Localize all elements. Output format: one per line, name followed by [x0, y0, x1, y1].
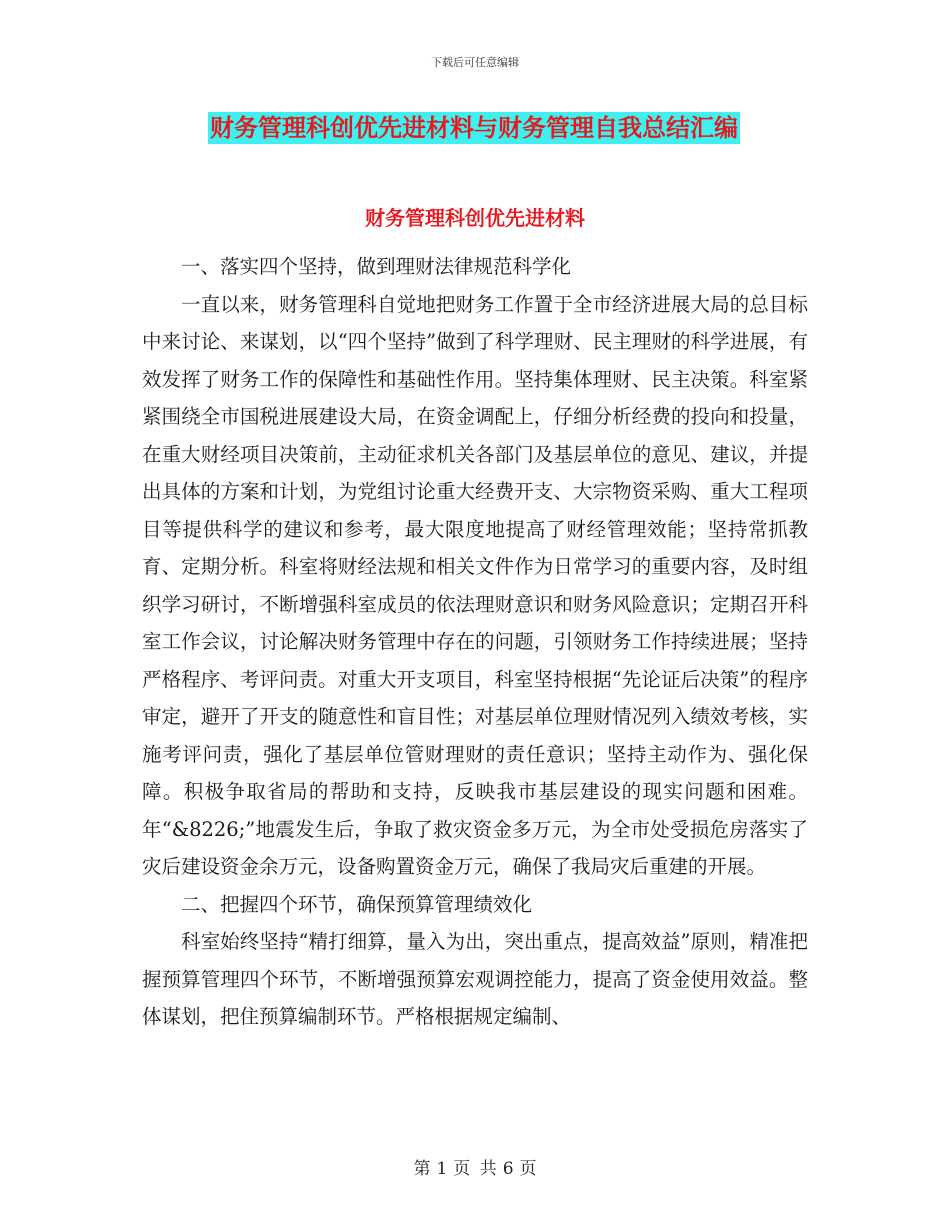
footer-prefix: 第	[413, 1159, 431, 1179]
footer-current-page: 1	[436, 1159, 448, 1179]
section-heading-2: 二、把握四个环节，确保预算管理绩效化	[181, 892, 533, 916]
section-paragraph-1: 一直以来，财务管理科自觉地把财务工作置于全市经济进展大局的总目标中来讨论、来谋划，以“四个坚持”做到了科学理财、民主理财的科学进展，有效发挥了财务工作的保障性和基础性作用。坚持集体理财、民主决策。科室紧紧围绕全市国税进展建设大局，在资金调配上，仔细分析经费的投向和投量，在重大财经项目决策前，主动征求机关各部门及基层单位的意见、建议，并提出具体的方案和计划，为党组讨论重大经费开支、大宗物资采购、重大工程项目等提供科学的建议和参考，最大限度地提高了财经管理效能；坚持常抓教育、定期分析。科室将财经法规和相关文件作为日常学习的重要内容，及时组织学习研讨，不断增强科室成员的依法理财意识和财务风险意识；定期召开科室工作会议，讨论解决财务管理中存在的问题，引领财务工作持续进展；坚持严格程序、考评问责。对重大开支项目，科室坚持根据“先论证后决策”的程序审定，避开了开支的随意性和盲目性；对基层单位理财情况列入绩效考核，实施考评问责，强化了基层单位管财理财的责任意识；坚持主动作为、强化保障。积极争取省局的帮助和支持，反映我市基层建设的现实问题和困难。年“&8226;”地震发生后，争取了救灾资金多万元，为全市处受损危房落实了灾后建设资金余万元，设备购置资金万元，确保了我局灾后重建的开展。	[142, 292, 808, 878]
footer-suffix: 页	[519, 1159, 537, 1179]
document-body	[142, 248, 808, 1036]
footer-middle: 页 共	[453, 1159, 497, 1179]
page-footer	[0, 1154, 950, 1179]
footer-total-pages: 6	[502, 1159, 514, 1179]
document-title: 财务管理科创优先进材料与财务管理自我总结汇编	[210, 114, 738, 142]
section-heading-1: 一、落实四个坚持，做到理财法律规范科学化	[181, 255, 572, 278]
header-note: 下载后可任意编辑	[431, 56, 519, 69]
section-title: 财务管理科创优先进材料	[365, 206, 585, 230]
section-paragraph-2: 科室始终坚持“精打细算，量入为出，突出重点，提高效益”原则，精准把握预算管理四个环节，不断增强预算宏观调控能力，提高了资金使用效益。整体谋划，把住预算编制环节。严格根据规定编制、	[142, 930, 808, 1028]
